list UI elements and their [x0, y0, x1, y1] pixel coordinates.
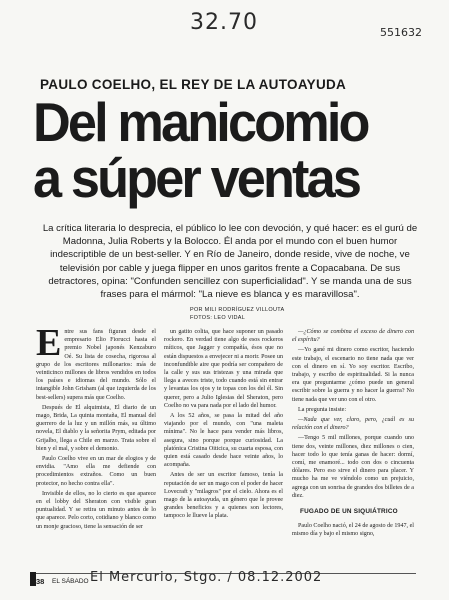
body-column-3	[292, 328, 414, 541]
article-intro: La crítica literaria lo desprecia, el público lo lee con devoción, y qué hacer: es el gurú de Madonna, Julia Roberts y la Bolocco. Él anda por el mundo con el buen humor indescriptible de un best-seller. Y en Río de Janeiro, donde reside, vive de noche, ve televisión por cable y juega flipper en unos garitos frente a Copacabana. De sus detractores, opina: "Confunden sencillez con superficialidad". Y se manda una de sus frases para el mármol: "La nieve es blanca y es maravillosa".	[42, 223, 418, 301]
headline-line-1: Del manicomio	[33, 91, 368, 153]
byline-block	[190, 306, 284, 322]
paragraph: Antes de ser un escritor famoso, tenía la reputación de ser un mago con el poder de hacer Lovecraft y "milagros" por el cielo. Ahora es el mago de la autoayuda, un género que le provee grandes beneficios y a quienes son lectores, tampoco le llueve la plata.	[164, 472, 283, 520]
article-kicker: PAULO COELHO, EL REY DE LA AUTOAYUDA	[40, 77, 347, 92]
byline: POR MILI RODRÍGUEZ VILLOUTA	[190, 307, 285, 313]
headline-line-2: a súper ventas	[33, 147, 360, 209]
magazine-name: EL SÁBADO	[52, 578, 89, 585]
paragraph: A los 52 años, se pasa la mitad del año viajando por el mundo, con "una maleta mínima". No le hace para vender más libros, asegura, sino porque porque curiosidad. La platónica Cristina Oiticica, su cuarta esposa, con quien está casado desde hace veinte años, lo acompaña.	[164, 413, 283, 469]
handwritten-id: 551632	[380, 26, 422, 39]
interview-answer: —Tengo 5 mil millones, porque cuando uno tiene dos, veinte millones, diez millones o cien, hacer todo lo que tenía ganas de hacer: dormí, comí, me enamoré... todo con dos o cincuenta dólares. Pero eso sirve el dinero para placer. Y mucho ha me ve viéndolo como un prejuicio, agrega con un sonrisa de grandes dos billetes de a diez.	[292, 435, 414, 499]
paragraph: Invisible de ellos, no lo cierto es que aparece en el lobby del Sheraton con visible gran puntualidad. Y se retira un minuto antes de lo que aparece. Pelo corto, cotidiano y blanco como un monje gracioso, tiene la sensación de ser	[36, 490, 156, 530]
drop-cap: E	[36, 322, 62, 364]
paragraph: La pregunta insiste:	[298, 406, 347, 413]
page-number: 38	[36, 577, 45, 586]
paragraph: Después de El alquimista, El diario de un mago, Brida, La quinta montaña, El manual del guerrero de la luz y un millón más, su último novela, El diablo y la señorita Prym, editada por Grijalbo, llega a Chile en marzo. Trata sobre el bien y el mal, y sobre el demonio.	[36, 404, 156, 452]
paragraph: Paulo Coelho vive en un mar de elogios y de envidia. "Amo ella me defiende con procedimientos extraños. Como un buen protector, no hecho contra ella".	[36, 456, 156, 487]
handwritten-number: 32.70	[190, 10, 258, 35]
paragraph: un gatito colita, que hace suponer un pasado rockero. En verdad tiene algo de esos rockeros míticos, que Jagger y compañía, ésos que no están dispuestos a envejecer ni a morir. Posee un inconfundible aire que podría ser compañero de la calle y sus sus tristezas y una mirada que llega a aveces triste, todo cuando está sin entrar y levantas los ojos y te topas con los del él. Sin querer, pero a Julio Iglesias del Sheraton, pero Coelho no va para nada por el lado del humor.	[164, 329, 283, 409]
photo-credit: FOTOS: LEO VIDAL	[190, 315, 246, 321]
paragraph: Paulo Coelho nació, el 24 de agosto de 1947, el mismo día y bajo el mismo signo,	[292, 523, 414, 538]
paragraph-text: ntre sus fans figuran desde el empresario Elio Fiorucci hasta el premio Nobel japonés Kenzaburo Oé. Su lista de cosecha, rigorosa al grupo de los escritores millonarios: más de veinticinco millones de libros vendidos en todos los países e idiomas del mundo. Sólo el intangible John Grisham (al que izquierda de los best-sellers) supera más que Coelho.	[36, 329, 156, 401]
interview-question: —Nada que ver, claro, pero, ¿cuál es su relación con el dinero?	[292, 417, 414, 432]
body-column-2	[164, 328, 283, 523]
body-column-1	[36, 322, 156, 533]
interview-question: —¿Cómo se combina el exceso de dinero con el espíritu?	[292, 329, 414, 344]
handwritten-source-note: El Mercurio, Stgo. / 08.12.2002	[90, 570, 323, 585]
section-subhead: FUGADO DE UN SIQUIÁTRICO	[300, 508, 398, 516]
interview-answer: —Yo gané mi dinero como escritor, haciendo este trabajo, el escenario no tiene nada que ver con el dinero en sí. Yo soy escritor. Escribo, trabajo, y escribo de espiritualidad. Si la nunca era que preguntarme ¿cómo puede un general escribir sobre la guerra y no hacer la guerra? No tiene nada que ver uno con el otro.	[292, 347, 414, 403]
paragraph	[36, 322, 156, 402]
